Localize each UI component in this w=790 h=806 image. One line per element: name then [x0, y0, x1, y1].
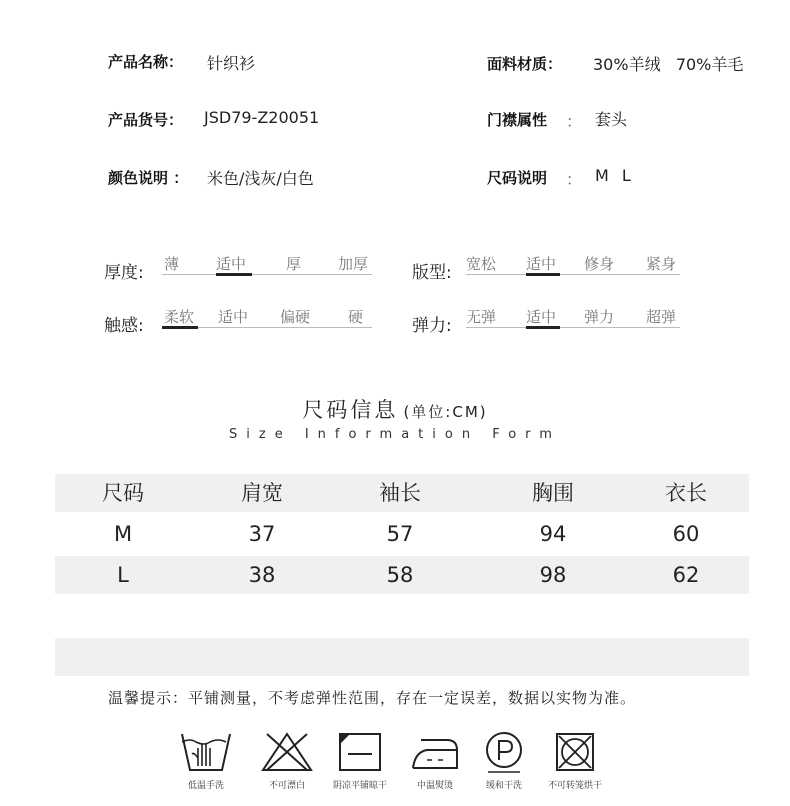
care-label: 中温熨烫 [416, 781, 453, 791]
placket-value: 套头 [595, 110, 628, 129]
table-cell: 37 [248, 522, 276, 546]
elasticity-rail [466, 327, 680, 328]
care-label: 不可漂白 [268, 781, 305, 791]
table-header-row [55, 474, 749, 512]
thickness-rail [162, 274, 372, 275]
elasticity-option: 无弹 [466, 308, 497, 326]
care-item [171, 730, 241, 791]
dry-clean-p-icon [476, 730, 532, 774]
care-item [540, 730, 610, 791]
fit-option: 宽松 [466, 255, 497, 273]
size-colon: ： [566, 170, 583, 189]
elasticity-option: 超弹 [646, 308, 677, 326]
touch-scale [162, 306, 372, 332]
hand-wash-icon [178, 730, 234, 774]
thickness-option: 加厚 [338, 255, 369, 273]
color-label: 颜色说明 ： [108, 169, 189, 187]
table-header-cell: 肩宽 [241, 481, 283, 505]
care-item [252, 730, 322, 791]
thickness-option: 薄 [164, 255, 180, 273]
size-info-heading [0, 394, 790, 424]
table-cell: 60 [672, 522, 700, 546]
fit-selected-marker [526, 273, 560, 276]
thickness-option: 适中 [216, 255, 247, 273]
table-header-cell: 衣长 [665, 481, 707, 505]
material-label: 面料材质： [487, 55, 563, 73]
care-label: 不可转笼烘干 [547, 781, 602, 791]
table-cell: 62 [672, 563, 700, 587]
care-item [400, 730, 470, 791]
blank-table-band [55, 638, 749, 676]
product-name-value: 针织衫 [207, 54, 256, 73]
elasticity-option: 弹力 [584, 308, 615, 326]
elasticity-scale [466, 306, 680, 332]
placket-colon: ： [566, 112, 583, 131]
table-row [55, 515, 749, 553]
table-row [55, 556, 749, 594]
table-cell: L [117, 563, 129, 587]
medium-iron-icon [407, 730, 463, 774]
touch-selected-marker [162, 326, 198, 329]
fit-option: 适中 [526, 255, 557, 273]
table-cell: M [113, 522, 133, 546]
product-code-value: JSD79-Z20051 [204, 108, 320, 127]
thickness-label: 厚度: [104, 263, 144, 283]
care-label: 缓和干洗 [485, 781, 522, 791]
touch-option: 柔软 [164, 308, 195, 326]
table-cell: 38 [248, 563, 276, 587]
fit-option: 紧身 [646, 255, 677, 273]
measurement-tip: 温馨提示：平铺测量，不考虑弹性范围，存在一定误差，数据以实物为准。 [108, 689, 637, 707]
elasticity-selected-marker [526, 326, 560, 329]
care-label: 低温手洗 [187, 781, 224, 791]
table-cell: 57 [386, 522, 414, 546]
touch-option: 硬 [348, 308, 364, 326]
table-header-cell: 尺码 [102, 481, 144, 505]
table-cell: 94 [539, 522, 567, 546]
no-tumble-dry-icon [547, 730, 603, 774]
table-cell: 98 [539, 563, 567, 587]
product-code-label: 产品货号： [108, 111, 184, 129]
touch-option: 适中 [218, 308, 249, 326]
size-value: M L [595, 166, 635, 185]
fit-rail [466, 274, 680, 275]
size-info-unit: (单位:CM) [403, 403, 488, 421]
touch-label: 触感: [104, 316, 144, 336]
care-item [325, 730, 395, 791]
table-cell: 58 [386, 563, 414, 587]
touch-option: 偏硬 [280, 308, 311, 326]
shade-dry-flat-icon [332, 730, 388, 774]
table-header-cell: 胸围 [532, 481, 574, 505]
fit-label: 版型: [412, 263, 452, 283]
no-bleach-icon [259, 730, 315, 774]
care-label: 阴凉平铺晾干 [332, 781, 387, 791]
fit-scale [466, 253, 680, 279]
size-info-subtitle: Size Information Form [229, 427, 561, 442]
fit-option: 修身 [584, 255, 615, 273]
thickness-scale [162, 253, 372, 279]
care-item [469, 730, 539, 791]
product-name-label: 产品名称： [108, 53, 184, 71]
table-header-cell: 袖长 [379, 481, 421, 505]
thickness-selected-marker [216, 273, 252, 276]
size-info-title: 尺码信息 [302, 398, 399, 422]
color-value: 米色/浅灰/白色 [207, 169, 314, 188]
elasticity-option: 适中 [526, 308, 557, 326]
elasticity-label: 弹力: [412, 316, 452, 336]
material-value: 30%羊绒 70%羊毛 [593, 55, 744, 74]
size-label: 尺码说明 [487, 169, 548, 187]
placket-label: 门襟属性 [487, 111, 548, 129]
thickness-option: 厚 [286, 255, 302, 273]
